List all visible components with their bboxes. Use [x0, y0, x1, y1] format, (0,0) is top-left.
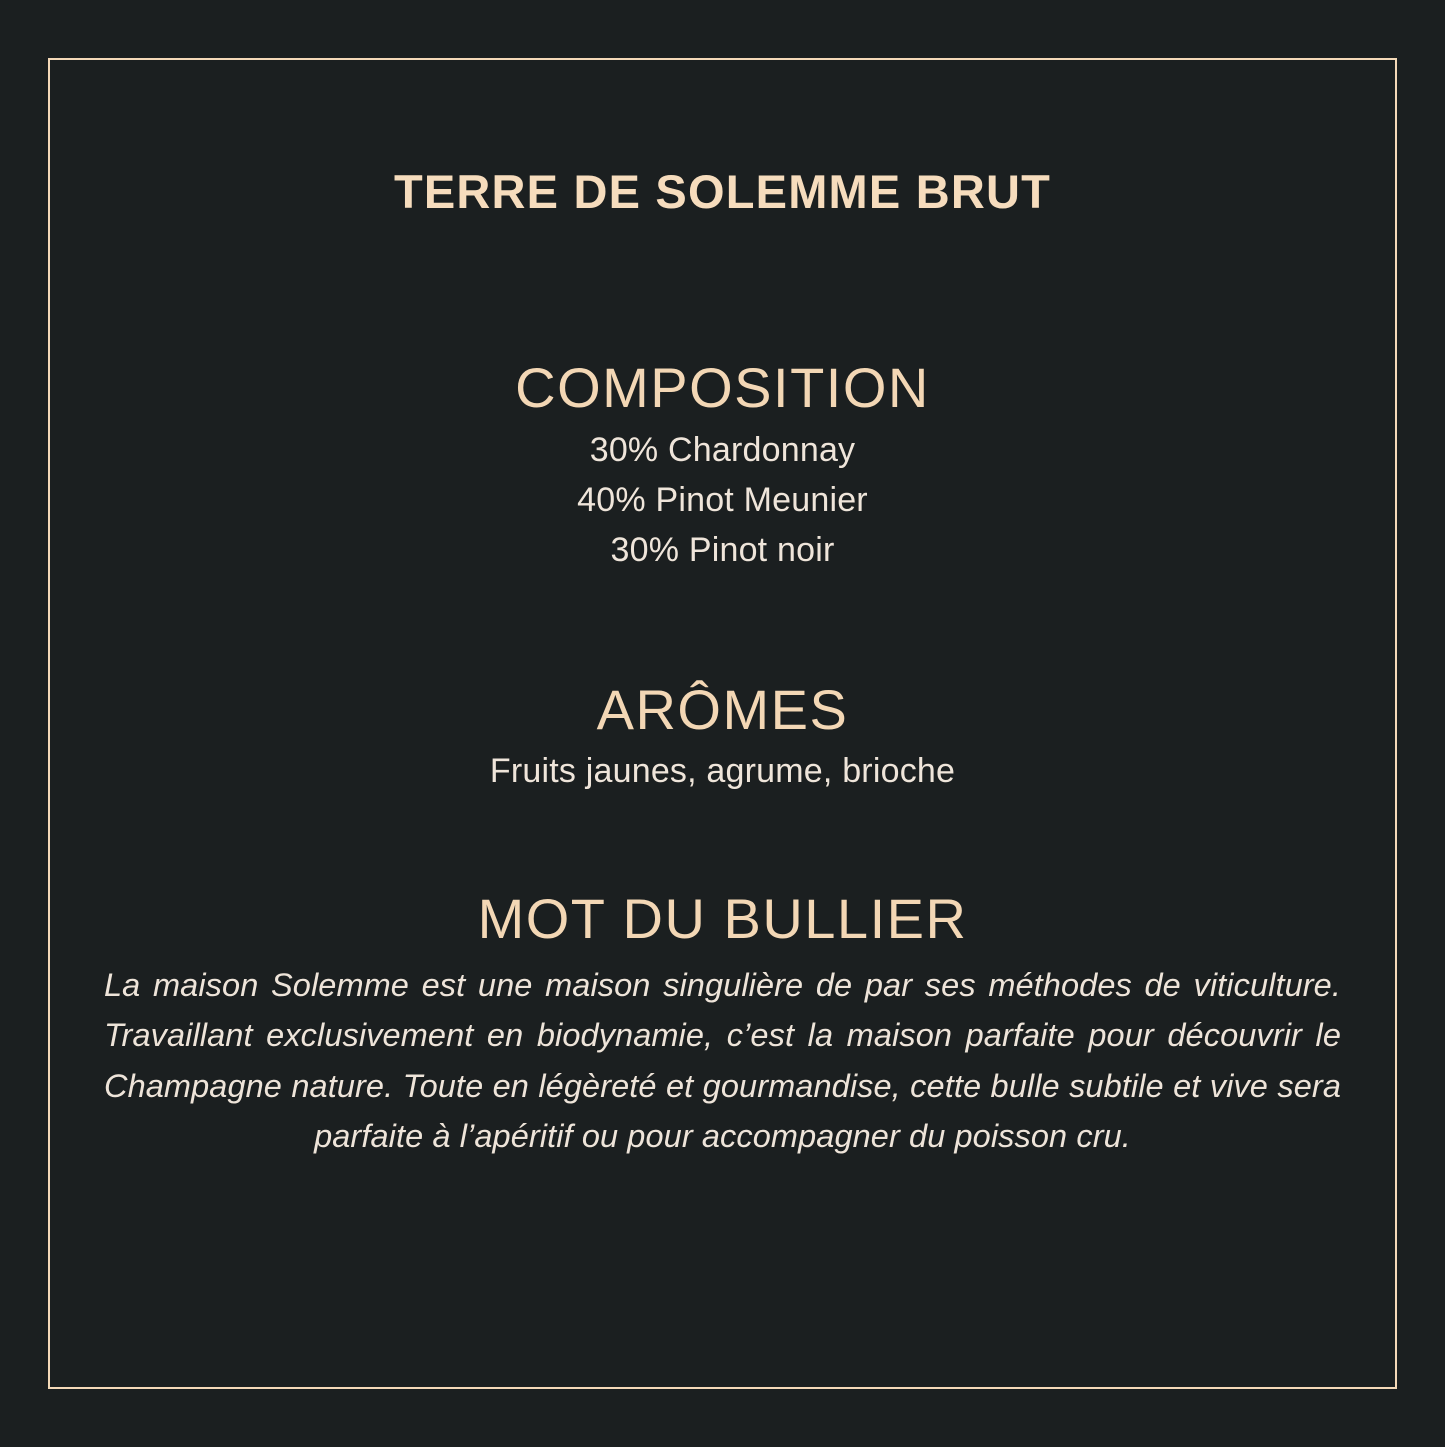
- page-title: TERRE DE SOLEMME BRUT: [393, 165, 1052, 218]
- composition-item: 30% Pinot noir: [610, 531, 835, 570]
- mot-du-bullier-heading: MOT DU BULLIER: [477, 887, 968, 951]
- aromes-heading: ARÔMES: [596, 677, 849, 741]
- section-aromes: [100, 678, 1345, 791]
- section-composition: [100, 356, 1345, 576]
- aromes-description: Fruits jaunes, agrume, brioche: [489, 752, 956, 791]
- composition-list: [100, 426, 1345, 576]
- mot-du-bullier-paragraph: La maison Solemme est une maison singulière de par ses méthodes de viticulture. Travaillant exclusivement en biodynamie, c’est la maison parfaite pour découvrir le Champagne nature. Toute en légèreté et gourmandise, cette bulle subtile et vive sera parfaite à l’apéritif ou pour accompagner du poisson cru.: [104, 966, 1341, 1154]
- label-content: [100, 58, 1345, 1389]
- section-mot-du-bullier: [100, 887, 1345, 1161]
- composition-item: 40% Pinot Meunier: [577, 481, 868, 520]
- composition-item: 30% Chardonnay: [589, 431, 856, 470]
- composition-heading: COMPOSITION: [515, 355, 930, 419]
